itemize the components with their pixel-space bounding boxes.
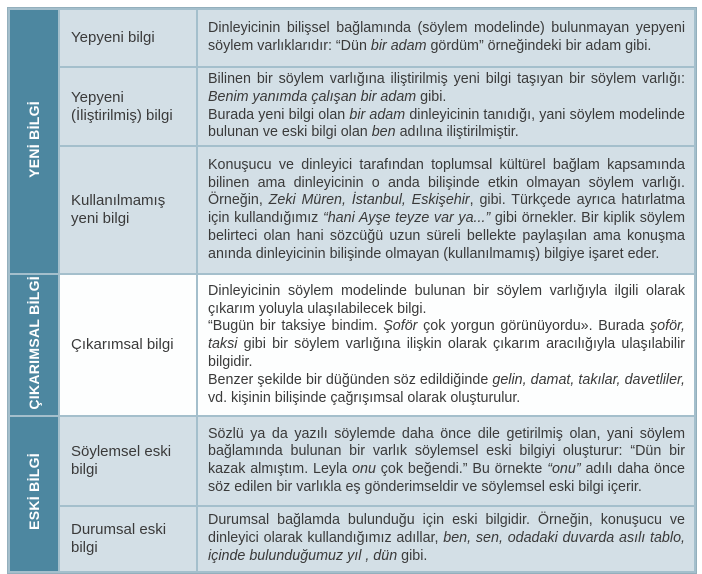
- desc-cell-yepyeni-bilgi: [197, 9, 695, 67]
- desc-cell-yepyeni-ilistirilmis-bilgi: [197, 67, 695, 146]
- table-row: [9, 274, 695, 416]
- desc-text: Bilinen bir söylem varlığına iliştirilmiş yeni bilgi taşıyan bir söylem varlığı: Benim yanımda çalışan bir adam gibi. Burada yeni bilgi olan bir adam dinleyicinin tanıdığı, yani söylem modelinde bulunan ve eski bilgi olan ben adılına iliştirilmiştir.: [208, 71, 685, 141]
- information-types-table: [8, 8, 696, 573]
- desc-text: Dinleyicinin bilişsel bağlamında (söylem modelinde) bulunmayan yepyeni söylem varlıklarıdır: “Dün bir adam gördüm” örneğindeki bir adam gibi.: [208, 20, 685, 54]
- group-label-yeni-bilgi: YENİ BİLGİ: [26, 100, 42, 178]
- type-cell-yepyeni-bilgi: [59, 9, 197, 67]
- group-header-yeni-bilgi: [9, 9, 59, 274]
- type-label: Söylemsel eski bilgi: [71, 443, 172, 479]
- type-cell-kullanilmamis-yeni-bilgi: [59, 146, 197, 274]
- type-label: Kullanılmamış yeni bilgi: [71, 192, 166, 228]
- desc-cell-soylemsel-eski-bilgi: [197, 416, 695, 506]
- desc-cell-durumsal-eski-bilgi: [197, 506, 695, 572]
- table-row: [9, 9, 695, 67]
- desc-cell-kullanilmamis-yeni-bilgi: [197, 146, 695, 274]
- desc-text: Sözlü ya da yazılı söylemde daha önce dile getirilmiş olan, yani söylem bağlamında bulunan bir varlık söylemsel eski bilgiyi oluşturur: “Dün bir kazak almıştım. Leyla onu çok beğendi.” Bu örnekte “onu” adılı daha önce söz edilen bir varlıkla eş gönderimseldir ve söylemsel eski bilgi içerir.: [208, 425, 685, 495]
- desc-cell-cikarimsal-bilgi: [197, 274, 695, 416]
- type-label: Yepyeni (İliştirilmiş) bilgi: [71, 88, 173, 124]
- type-cell-soylemsel-eski-bilgi: [59, 416, 197, 506]
- table-row: [9, 67, 695, 146]
- desc-text: Durumsal bağlamda bulunduğu için eski bilgidir. Örneğin, konuşucu ve dinleyici olarak kullandığımız adıllar, ben, sen, odadaki duvarda asılı tablo, içinde bulunduğumuz yıl , dün gibi.: [208, 512, 685, 565]
- desc-text: Konuşucu ve dinleyici tarafından toplumsal kültürel bağlam kapsamında bilinen ama dinleyicinin o anda bilişinde etkin olmayan söylem varlığı. Örneğin, Zeki Müren, İstanbul, Eskişehir, gibi. Türkçede ayrıca hatırlatma için kullandığımız “hani Ayşe teyze var ya...” gibi örnekler. Bir kiplik söylem belirteci olan hani sözcüğü uzun süreli bellekte paylaşılan ama konuşma anında dinleyicinin bilişinde olmayan (kullanılmamış) bilgiye işaret eder.: [208, 156, 685, 262]
- type-cell-yepyeni-ilistirilmis-bilgi: [59, 67, 197, 146]
- table-row: [9, 146, 695, 274]
- group-label-eski-bilgi: ESKİ BİLGİ: [26, 453, 42, 531]
- type-cell-durumsal-eski-bilgi: [59, 506, 197, 572]
- desc-text: Dinleyicinin söylem modelinde bulunan bir söylem varlığıyla ilgili olarak çıkarım yoluyla ulaşılabilecek bilgi. “Bugün bir taksiye bindim. Şoför çok yorgun görünüyordu». Burada şoför, taksi gibi bir söylem varlığına ilişkin olarak çıkarım aracılığıyla ulaşılabilir bilgidir. Benzer şekilde bir düğünden söz edildiğinde gelin, damat, takılar, davetliler, vd. kişinin bilişinde çağrışımsal olarak oluşturulur.: [208, 282, 685, 406]
- type-label: Durumsal eski bilgi: [71, 521, 167, 557]
- type-label: Çıkarımsal bilgi: [71, 336, 174, 354]
- type-label: Yepyeni bilgi: [71, 29, 155, 46]
- group-header-cikarimsal-bilgi: [9, 274, 59, 416]
- table-row: [9, 416, 695, 506]
- group-label-cikarimsal-bilgi: ÇIKARIMSAL BİLGİ: [26, 275, 42, 410]
- group-header-eski-bilgi: [9, 416, 59, 572]
- table-row: [9, 506, 695, 572]
- type-cell-cikarimsal-bilgi: [59, 274, 197, 416]
